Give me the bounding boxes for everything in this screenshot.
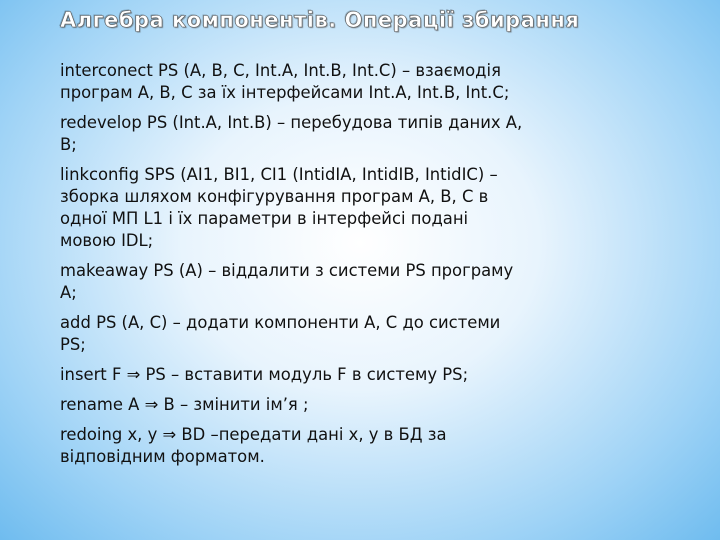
list-item xyxy=(60,394,660,416)
item-line: мовою IDL; xyxy=(60,231,154,250)
item-line: redevelop PS (Int.A, Int.B) – перебудова типів даних А, xyxy=(60,113,523,132)
list-item xyxy=(60,424,660,468)
item-line: програм A, B, C за їх інтерфейсами Int.A, Int.B, Int.C; xyxy=(60,83,510,102)
list-item xyxy=(60,164,660,252)
list-item xyxy=(60,260,660,304)
page-title: Алгебра компонентів. Операції збирання xyxy=(60,8,580,32)
item-line: rename A ⇒ B – змінити ім’я ; xyxy=(60,395,309,414)
item-line: insert F ⇒ PS – вставити модуль F в систему PS; xyxy=(60,365,469,384)
item-line: linkconfig SPS (AI1, BI1, CI1 (IntidIA, IntidIB, IntidIC) – xyxy=(60,165,498,184)
item-line: PS; xyxy=(60,335,86,354)
item-line: redoing x, y ⇒ BD –передати дані x, y в БД за xyxy=(60,425,447,444)
item-line: зборка шляхом конфігурування програм А, В, С в xyxy=(60,187,489,206)
item-line: interconect PS (A, B, C, Int.A, Int.B, Int.C) – взаємодія xyxy=(60,61,501,80)
item-line: add PS (A, C) – додати компоненти А, С до системи xyxy=(60,313,501,332)
item-line: В; xyxy=(60,135,77,154)
list-item xyxy=(60,364,660,386)
item-line: makeaway PS (A) – віддалити з системи PS програму xyxy=(60,261,514,280)
list-item xyxy=(60,60,660,104)
item-line: A; xyxy=(60,283,77,302)
operations-list xyxy=(60,60,660,476)
list-item xyxy=(60,112,660,156)
item-line: одної МП L1 і їх параметри в інтерфейсі подані xyxy=(60,209,469,228)
item-line: відповідним форматом. xyxy=(60,447,265,466)
list-item xyxy=(60,312,660,356)
